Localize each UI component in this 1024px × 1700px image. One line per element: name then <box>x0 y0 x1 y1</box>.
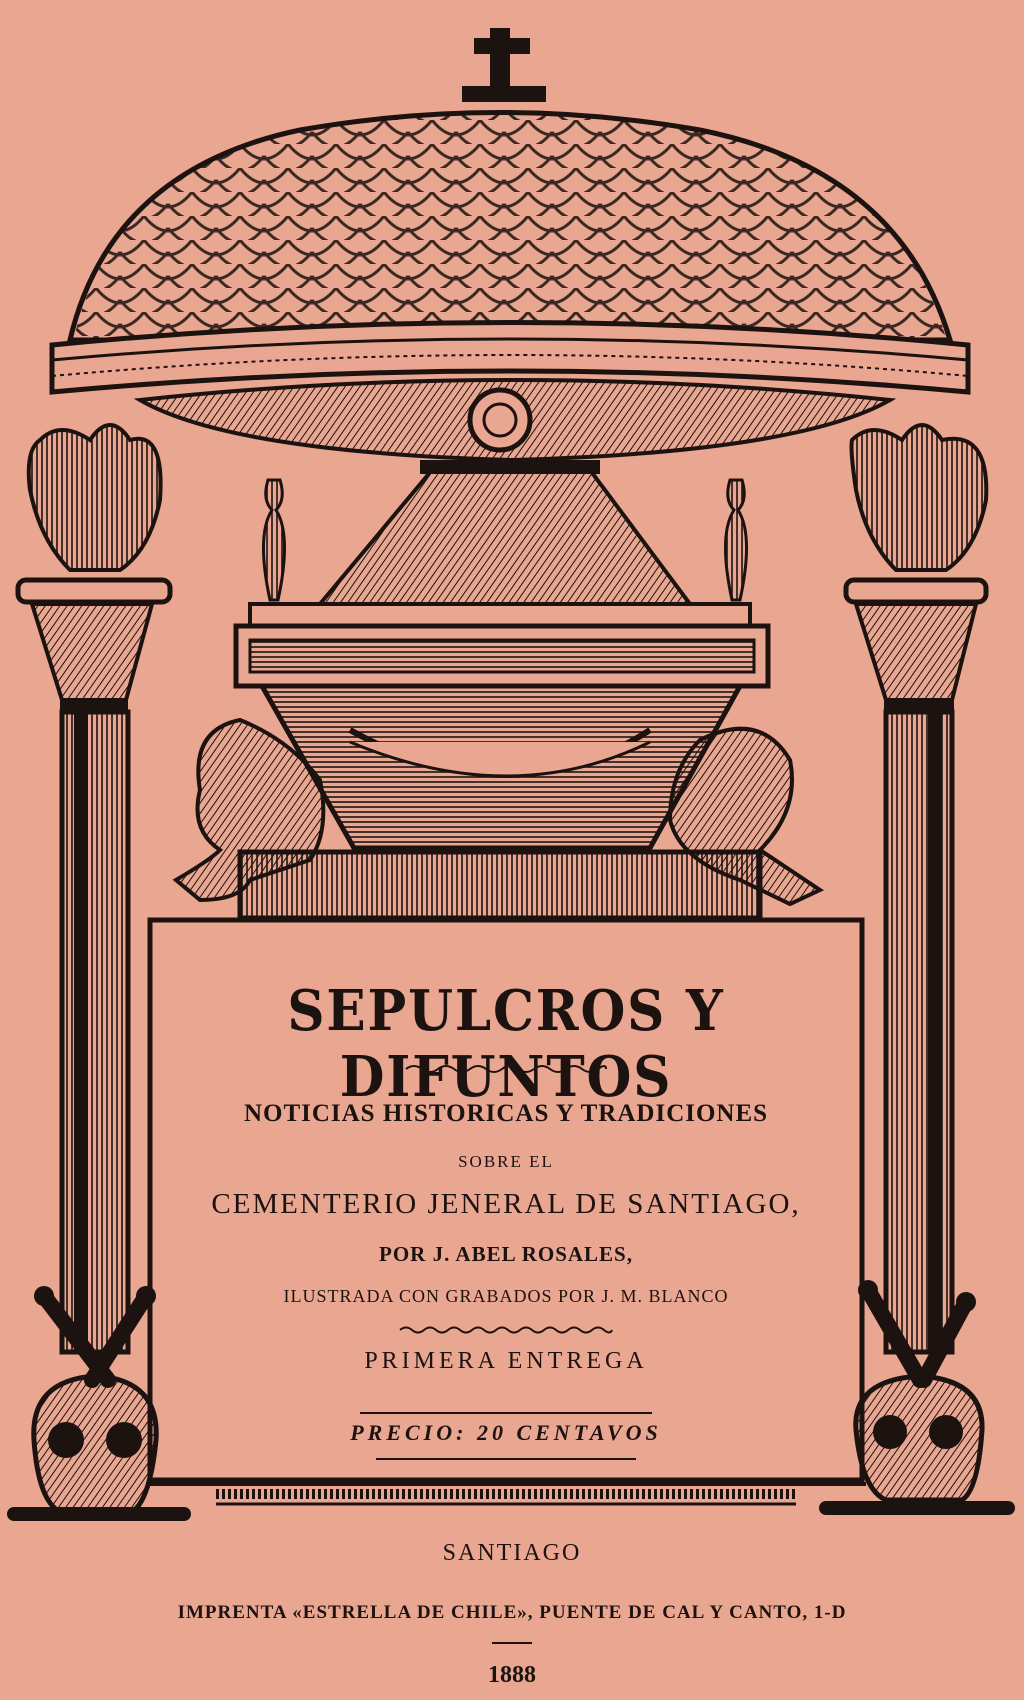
cross-icon <box>462 28 546 102</box>
imprint-divider <box>492 1642 532 1644</box>
imprint-printer: IMPRENTA «ESTRELLA DE CHILE», PUENTE DE CAL Y CANTO, 1-D <box>177 1602 847 1623</box>
urn-left <box>263 480 284 600</box>
book-title: SEPULCROS Y DIFUNTOS <box>287 978 725 1110</box>
dome <box>52 113 968 461</box>
title-panel <box>150 920 862 1480</box>
illustrator-line: ILUSTRADA CON GRABADOS POR J. M. BLANCO <box>283 1286 729 1306</box>
right-column <box>846 425 986 1352</box>
edition-line: PRIMERA ENTREGA <box>364 1348 648 1374</box>
price-rule-bottom <box>376 1458 636 1460</box>
subtitle-line-3: CEMENTERIO JENERAL DE SANTIAGO, <box>211 1188 801 1220</box>
subtitle-line-1: NOTICIAS HISTORICAS Y TRADICIONES <box>243 1100 769 1127</box>
subtitle-line-2: SOBRE EL <box>458 1152 554 1171</box>
plinth <box>240 852 760 918</box>
left-column <box>18 425 170 1352</box>
price-line: PRECIO: 20 CENTAVOS <box>350 1420 662 1445</box>
wavy-rule-2 <box>150 1324 862 1336</box>
wavy-rule <box>150 1062 862 1076</box>
imprint-city: SANTIAGO <box>442 1540 582 1566</box>
urn-right <box>725 480 746 600</box>
author-line: POR J. ABEL ROSALES, <box>379 1242 633 1266</box>
price-rule-top <box>360 1412 652 1414</box>
imprint-year: 1888 <box>488 1662 536 1688</box>
